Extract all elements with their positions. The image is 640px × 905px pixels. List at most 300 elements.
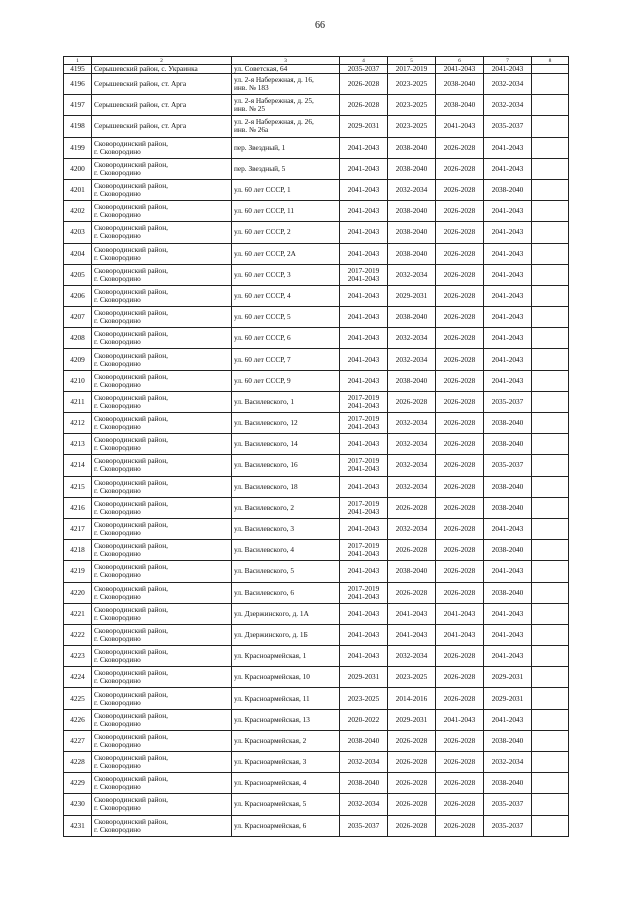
period-c7-cell: 2041-2043 [484,646,532,667]
address-cell [232,497,340,518]
district-line: Сковородинский район, [94,498,168,508]
district-line: г. Сковородино [94,676,141,686]
row-number-cell: 4230 [64,794,92,815]
period-line: 2041-2043 [347,400,380,410]
period-c5-cell: 2032-2034 [388,646,436,667]
address-line: ул. Дзержинского, д. 1А [234,608,309,618]
district-line: г. Сковородино [94,167,141,177]
district-line: Серышевский район, ст. Арга [94,79,187,89]
period-c5-cell: 2032-2034 [388,413,436,434]
period-line: 2038-2040 [347,778,380,788]
period-col4-cell [340,624,388,645]
district-cell [92,773,232,794]
address-line: ул. 2-я Набережная, д. 25, [234,96,314,106]
district-line: г. Сковородино [94,591,141,601]
table-row [64,455,569,476]
address-cell [232,646,340,667]
row-number-cell: 4223 [64,646,92,667]
period-col4-cell [340,370,388,391]
district-cell [92,455,232,476]
table-row [64,624,569,645]
address-line: ул. Василевского, 3 [234,524,294,534]
period-line: 2023-2025 [347,693,380,703]
district-line: г. Сковородино [94,379,141,389]
address-line: пер. Звездный, 5 [234,163,286,173]
period-c5-cell: 2038-2040 [388,137,436,158]
district-line: г. Сковородино [94,252,141,262]
address-cell [232,137,340,158]
address-line: ул. 60 лет СССР, 7 [234,354,291,364]
address-line: ул. Красноармейская, 3 [234,757,307,767]
table-row [64,349,569,370]
period-line: 2017-2019 [347,456,380,466]
period-c7-cell: 2035-2037 [484,116,532,137]
period-line: 2041-2043 [347,422,380,432]
period-c7-cell: 2038-2040 [484,582,532,603]
period-line: 2041-2043 [347,354,380,364]
period-line: 2029-2031 [347,672,380,682]
district-line: Сковородинский район, [94,371,168,381]
column-header: 1 [64,57,92,65]
district-line: Сковородинский район, [94,223,168,233]
notes-cell [532,752,569,773]
period-c6-cell: 2041-2043 [436,709,484,730]
address-line: ул. 60 лет СССР, 4 [234,290,291,300]
period-c5-cell: 2041-2043 [388,624,436,645]
row-number-cell: 4218 [64,540,92,561]
period-c6-cell: 2041-2043 [436,65,484,74]
district-cell [92,540,232,561]
period-c5-cell: 2029-2031 [388,709,436,730]
address-line: ул. Василевского, 1 [234,396,294,406]
address-line: ул. Василевского, 4 [234,545,294,555]
period-c5-cell: 2038-2040 [388,201,436,222]
district-cell [92,116,232,137]
notes-cell [532,709,569,730]
address-line: ул. 2-я Набережная, д. 26, [234,117,314,127]
district-line: Сковородинский район, [94,668,168,678]
notes-cell [532,773,569,794]
period-line: 2041-2043 [347,290,380,300]
row-number-cell: 4227 [64,730,92,751]
row-number-cell: 4222 [64,624,92,645]
address-cell [232,65,340,74]
notes-cell [532,243,569,264]
district-line: Сковородинский район, [94,265,168,275]
address-line: ул. Красноармейская, 2 [234,735,307,745]
row-number-cell: 4196 [64,74,92,95]
district-line: Сковородинский район, [94,159,168,169]
district-line: г. Сковородино [94,633,141,643]
period-line: 2017-2019 [347,498,380,508]
table-row [64,179,569,200]
district-cell [92,646,232,667]
district-line: Сковородинский район, [94,414,168,424]
notes-cell [532,370,569,391]
row-number-cell: 4197 [64,95,92,116]
district-line: г. Сковородино [94,464,141,474]
address-line: ул. Василевского, 18 [234,481,298,491]
period-c7-cell: 2041-2043 [484,65,532,74]
period-col4-cell [340,349,388,370]
address-line: ул. Василевского, 2 [234,502,294,512]
table-row [64,137,569,158]
district-line: Сковородинский район, [94,308,168,318]
period-col4-cell [340,307,388,328]
table-row [64,413,569,434]
period-c7-cell: 2038-2040 [484,540,532,561]
notes-cell [532,455,569,476]
district-line: г. Сковородино [94,761,141,771]
period-c5-cell: 2026-2028 [388,773,436,794]
table-row [64,582,569,603]
period-c6-cell: 2026-2028 [436,391,484,412]
district-line: Сковородинский район, [94,244,168,254]
district-line: Сковородинский район, [94,286,168,296]
address-line: ул. Василевского, 6 [234,587,294,597]
period-line: 2017-2019 [347,414,380,424]
address-line: ул. Василевского, 12 [234,418,298,428]
period-line: 2041-2043 [347,651,380,661]
district-line: Серышевский район, ст. Арга [94,100,187,110]
row-number-cell: 4217 [64,518,92,539]
row-number-cell: 4228 [64,752,92,773]
period-c6-cell: 2026-2028 [436,667,484,688]
address-cell [232,370,340,391]
address-line: ул. Василевского, 14 [234,439,298,449]
period-col4-cell [340,285,388,306]
period-col4-cell [340,137,388,158]
district-cell [92,74,232,95]
period-line: 2017-2019 [347,583,380,593]
period-c5-cell: 2026-2028 [388,730,436,751]
period-col4-cell [340,201,388,222]
period-c6-cell: 2026-2028 [436,752,484,773]
period-line: 2017-2019 [347,265,380,275]
column-header: 7 [484,57,532,65]
notes-cell [532,158,569,179]
address-cell [232,773,340,794]
period-c7-cell: 2041-2043 [484,328,532,349]
period-col4-cell [340,497,388,518]
district-cell [92,476,232,497]
address-cell [232,434,340,455]
address-cell [232,285,340,306]
district-cell [92,222,232,243]
period-line: 2035-2037 [347,64,380,73]
row-number-cell: 4207 [64,307,92,328]
row-number-cell: 4200 [64,158,92,179]
period-line: 2041-2043 [347,163,380,173]
period-line: 2041-2043 [347,248,380,258]
district-cell [92,95,232,116]
period-c7-cell: 2035-2037 [484,815,532,836]
period-c5-cell: 2032-2034 [388,455,436,476]
notes-cell [532,540,569,561]
address-cell [232,582,340,603]
period-c7-cell: 2032-2034 [484,752,532,773]
period-c7-cell: 2041-2043 [484,222,532,243]
address-line: ул. Красноармейская, 4 [234,778,307,788]
period-col4-cell [340,582,388,603]
period-line: 2026-2028 [347,100,380,110]
address-line: ул. 60 лет СССР, 11 [234,206,295,216]
period-c6-cell: 2026-2028 [436,370,484,391]
district-line: г. Сковородино [94,655,141,665]
period-line: 2017-2019 [347,541,380,551]
district-cell [92,815,232,836]
period-c5-cell: 2038-2040 [388,370,436,391]
table-row [64,540,569,561]
period-c5-cell: 2032-2034 [388,328,436,349]
period-c7-cell: 2038-2040 [484,730,532,751]
row-number-cell: 4199 [64,137,92,158]
column-header: 2 [92,57,232,65]
address-line: ул. 2-я Набережная, д. 16, [234,75,314,85]
district-cell [92,285,232,306]
district-line: г. Сковородино [94,485,141,495]
period-c7-cell: 2035-2037 [484,391,532,412]
period-c7-cell: 2038-2040 [484,413,532,434]
notes-cell [532,264,569,285]
table-row [64,370,569,391]
address-line: ул. Красноармейская, 10 [234,672,310,682]
period-c7-cell: 2032-2034 [484,95,532,116]
district-line: Сковородинский район, [94,689,168,699]
notes-cell [532,413,569,434]
address-cell [232,328,340,349]
notes-cell [532,582,569,603]
period-c6-cell: 2038-2040 [436,95,484,116]
address-cell [232,540,340,561]
district-line: г. Сковородино [94,549,141,559]
notes-cell [532,646,569,667]
period-c7-cell: 2041-2043 [484,518,532,539]
district-line: г. Сковородино [94,294,141,304]
row-number-cell: 4229 [64,773,92,794]
address-cell [232,752,340,773]
period-c5-cell: 2023-2025 [388,667,436,688]
table-row [64,116,569,137]
period-c5-cell: 2026-2028 [388,794,436,815]
period-c5-cell: 2032-2034 [388,349,436,370]
period-c5-cell: 2038-2040 [388,307,436,328]
district-line: г. Сковородино [94,824,141,834]
table-row [64,667,569,688]
period-c7-cell: 2041-2043 [484,264,532,285]
notes-cell [532,603,569,624]
address-line: ул. Дзержинского, д. 1Б [234,629,308,639]
district-line: г. Сковородино [94,273,141,283]
address-line: инв. № 183 [234,83,269,93]
period-c5-cell: 2032-2034 [388,434,436,455]
period-c5-cell: 2029-2031 [388,285,436,306]
notes-cell [532,434,569,455]
table-row [64,815,569,836]
period-c7-cell: 2041-2043 [484,370,532,391]
row-number-cell: 4201 [64,179,92,200]
column-number-header-row [64,57,569,65]
period-c5-cell: 2026-2028 [388,582,436,603]
row-number-cell: 4211 [64,391,92,412]
period-c7-cell: 2038-2040 [484,434,532,455]
table-row [64,391,569,412]
district-line: Сковородинский район, [94,202,168,212]
district-line: г. Сковородино [94,146,141,156]
district-line: г. Сковородино [94,210,141,220]
district-line: Сковородинский район, [94,477,168,487]
period-c6-cell: 2026-2028 [436,582,484,603]
district-line: Сковородинский район, [94,181,168,191]
period-line: 2029-2031 [347,121,380,131]
address-cell [232,413,340,434]
table-row [64,518,569,539]
notes-cell [532,624,569,645]
period-c6-cell: 2026-2028 [436,349,484,370]
address-cell [232,391,340,412]
period-c7-cell: 2038-2040 [484,476,532,497]
address-cell [232,179,340,200]
period-c5-cell: 2032-2034 [388,518,436,539]
period-line: 2041-2043 [347,333,380,343]
period-c6-cell: 2026-2028 [436,794,484,815]
period-c5-cell: 2032-2034 [388,179,436,200]
notes-cell [532,201,569,222]
district-line: г. Сковородино [94,506,141,516]
period-c6-cell: 2026-2028 [436,540,484,561]
district-line: Сковородинский район, [94,710,168,720]
district-line: г. Сковородино [94,803,141,813]
period-c7-cell: 2041-2043 [484,285,532,306]
address-cell [232,518,340,539]
district-line: Сковородинский район, [94,520,168,530]
period-line: 2041-2043 [347,273,380,283]
district-line: Сковородинский район, [94,350,168,360]
period-c5-cell: 2023-2025 [388,116,436,137]
address-cell [232,624,340,645]
row-number-cell: 4198 [64,116,92,137]
district-cell [92,243,232,264]
period-line: 2041-2043 [347,206,380,216]
district-cell [92,603,232,624]
period-c6-cell: 2026-2028 [436,815,484,836]
period-c7-cell: 2035-2037 [484,455,532,476]
period-line: 2041-2043 [347,549,380,559]
period-c6-cell: 2026-2028 [436,646,484,667]
row-number-cell: 4216 [64,497,92,518]
row-number-cell: 4204 [64,243,92,264]
district-cell [92,730,232,751]
address-line: ул. 60 лет СССР, 5 [234,312,291,322]
district-line: г. Сковородино [94,782,141,792]
period-c7-cell: 2041-2043 [484,158,532,179]
notes-cell [532,74,569,95]
address-line: ул. Василевского, 16 [234,460,298,470]
district-line: Сковородинский район, [94,583,168,593]
period-c6-cell: 2026-2028 [436,243,484,264]
data-table [63,56,569,837]
row-number-cell: 4214 [64,455,92,476]
row-number-cell: 4225 [64,688,92,709]
column-header: 3 [232,57,340,65]
district-line: г. Сковородино [94,337,141,347]
address-line: ул. 60 лет СССР, 3 [234,269,291,279]
notes-cell [532,815,569,836]
column-header: 6 [436,57,484,65]
period-col4-cell [340,476,388,497]
row-number-cell: 4206 [64,285,92,306]
district-cell [92,349,232,370]
period-col4-cell [340,773,388,794]
address-line: ул. Красноармейская, 11 [234,693,310,703]
period-line: 2041-2043 [347,464,380,474]
district-line: г. Сковородино [94,316,141,326]
period-c7-cell: 2041-2043 [484,603,532,624]
address-line: инв. № 26а [234,125,269,135]
table-row [64,434,569,455]
period-line: 2032-2034 [347,757,380,767]
period-c5-cell: 2032-2034 [388,476,436,497]
period-col4-cell [340,158,388,179]
row-number-cell: 4195 [64,65,92,74]
notes-cell [532,137,569,158]
district-line: Сковородинский район, [94,816,168,826]
period-line: 2041-2043 [347,375,380,385]
row-number-cell: 4202 [64,201,92,222]
period-c6-cell: 2026-2028 [436,328,484,349]
district-line: г. Сковородино [94,612,141,622]
period-c6-cell: 2026-2028 [436,730,484,751]
district-cell [92,201,232,222]
table-row [64,603,569,624]
period-col4-cell [340,561,388,582]
period-line: 2020-2022 [347,714,380,724]
address-cell [232,74,340,95]
period-col4-cell [340,222,388,243]
period-line: 2032-2034 [347,799,380,809]
period-c6-cell: 2026-2028 [436,158,484,179]
table-row [64,264,569,285]
period-c5-cell: 2038-2040 [388,561,436,582]
row-number-cell: 4221 [64,603,92,624]
table-row [64,307,569,328]
district-line: Серышевский район, ст. Арга [94,121,187,131]
address-cell [232,476,340,497]
district-line: г. Сковородино [94,400,141,410]
period-col4-cell [340,709,388,730]
district-cell [92,709,232,730]
address-cell [232,158,340,179]
address-cell [232,243,340,264]
row-number-cell: 4226 [64,709,92,730]
period-line: 2041-2043 [347,524,380,534]
notes-cell [532,179,569,200]
row-number-cell: 4209 [64,349,92,370]
period-c6-cell: 2026-2028 [436,773,484,794]
district-cell [92,391,232,412]
period-c6-cell: 2041-2043 [436,116,484,137]
period-line: 2041-2043 [347,227,380,237]
address-cell [232,116,340,137]
period-c5-cell: 2023-2025 [388,95,436,116]
notes-cell [532,497,569,518]
district-cell [92,688,232,709]
notes-cell [532,307,569,328]
period-col4-cell [340,413,388,434]
district-line: Сковородинский район, [94,753,168,763]
address-cell [232,455,340,476]
table-row [64,497,569,518]
